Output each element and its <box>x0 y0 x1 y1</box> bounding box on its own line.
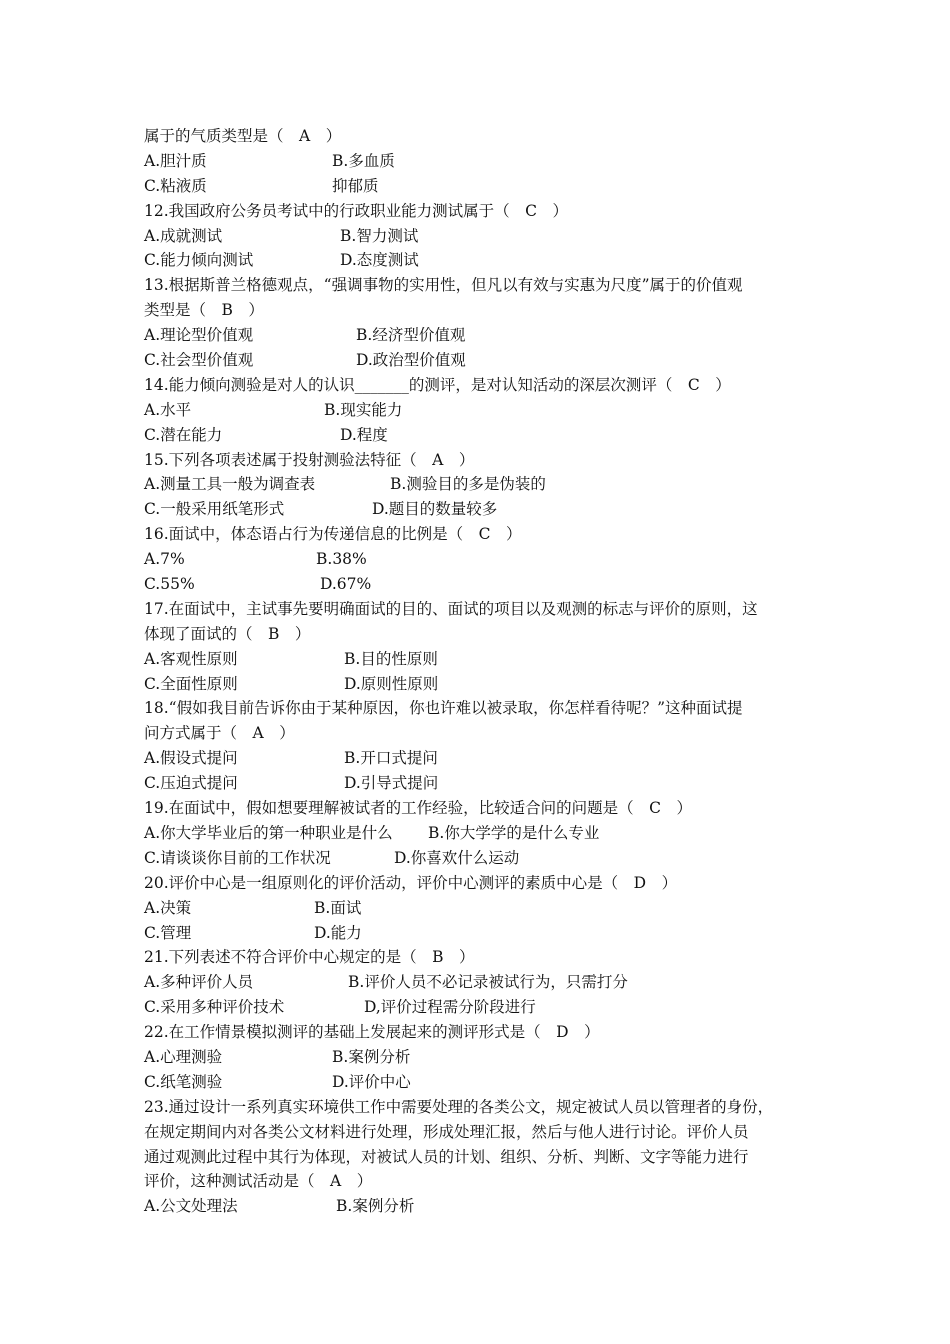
option-c: C.管理 <box>144 923 192 942</box>
option-d: D.评价中心 <box>332 1072 411 1091</box>
option-row <box>144 149 824 174</box>
option-b: B.现实能力 <box>324 400 403 419</box>
option-d: D.能力 <box>314 923 362 942</box>
question-text: 类型是（ B ） <box>144 301 264 320</box>
option-c: C.能力倾向测试 <box>144 251 254 270</box>
option-row <box>144 497 824 522</box>
option-row <box>144 672 824 697</box>
option-row <box>144 1194 824 1219</box>
question-text: 在规定期间内对各类公文材料进行处理，形成处理汇报，然后与他人进行讨论。评价人员 <box>144 1122 749 1141</box>
option-row <box>144 472 824 497</box>
option-d: D.原则性原则 <box>344 674 439 693</box>
option-a: A.成就测试 <box>144 226 223 245</box>
option-row <box>144 746 824 771</box>
option-row <box>144 323 824 348</box>
question-text: 体现了面试的（ B ） <box>144 624 311 643</box>
option-b: B.面试 <box>314 898 362 917</box>
option-b: B.你大学学的是什么专业 <box>428 823 600 842</box>
option-row <box>144 846 824 871</box>
option-row <box>144 398 824 423</box>
option-row <box>144 995 824 1020</box>
option-a: A.你大学毕业后的第一种职业是什么 <box>144 823 393 842</box>
question-text: 13.根据斯普兰格德观点，“强调事物的实用性，但凡以有效与实惠为尺度”属于的价值观 <box>144 276 743 295</box>
option-row <box>144 547 824 572</box>
option-row <box>144 348 824 373</box>
option-b: B.目的性原则 <box>344 649 438 668</box>
option-b: B.38% <box>316 550 367 569</box>
option-row <box>144 896 824 921</box>
option-a: A.公文处理法 <box>144 1197 238 1216</box>
option-c: C.请谈谈你目前的工作状况 <box>144 848 331 867</box>
question-text: 16.面试中，体态语占行为传递信息的比例是（ C ） <box>144 525 522 544</box>
option-row <box>144 921 824 946</box>
option-row <box>144 821 824 846</box>
option-a: A.客观性原则 <box>144 649 238 668</box>
option-a: A.7% <box>144 550 185 569</box>
option-a: A.测量工具一般为调查表 <box>144 475 316 494</box>
option-c: C.压迫式提问 <box>144 774 238 793</box>
option-d: D,评价过程需分阶段进行 <box>364 998 536 1017</box>
question-text: 通过观测此过程中其行为体现，对被试人员的计划、组织、分析、判断、文字等能力进行 <box>144 1147 749 1166</box>
option-b: B.多血质 <box>332 151 395 170</box>
option-d: D.你喜欢什么运动 <box>394 848 520 867</box>
option-c: C.纸笔测验 <box>144 1072 223 1091</box>
question-text: 19.在面试中，假如想要理解被试者的工作经验，比较适合问的问题是（ C ） <box>144 799 693 818</box>
option-row <box>144 224 824 249</box>
question-list <box>144 124 824 1219</box>
question-text: 20.评价中心是一组原则化的评价活动，评价中心测评的素质中心是（ D ） <box>144 873 678 892</box>
option-d: 抑郁质 <box>332 176 379 195</box>
option-b: B.经济型价值观 <box>356 326 466 345</box>
option-a: A.决策 <box>144 898 192 917</box>
option-d: D.态度测试 <box>340 251 419 270</box>
option-c: C.社会型价值观 <box>144 351 254 370</box>
option-c: C.粘液质 <box>144 176 207 195</box>
question-text: 23.通过设计一系列真实环境供工作中需要处理的各类公文，规定被试人员以管理者的身份， <box>144 1097 774 1116</box>
question-text: 22.在工作情景模拟测评的基础上发展起来的测评形式是（ D ） <box>144 1023 600 1042</box>
option-a: A.胆汁质 <box>144 151 207 170</box>
option-row <box>144 1070 824 1095</box>
option-c: C.潜在能力 <box>144 425 223 444</box>
option-row <box>144 970 824 995</box>
option-row <box>144 174 824 199</box>
option-d: D.程度 <box>340 425 388 444</box>
question-text: 18.“假如我目前告诉你由于某种原因，你也许难以被录取，你怎样看待呢？”这种面试提 <box>144 699 743 718</box>
option-c: C.一般采用纸笔形式 <box>144 500 285 519</box>
question-text: 17.在面试中，主试事先要明确面试的目的、面试的项目以及观测的标志与评价的原则，这 <box>144 599 758 618</box>
question-text: 21.下列表述不符合评价中心规定的是（ B ） <box>144 948 475 967</box>
option-d: D.政治型价值观 <box>356 351 466 370</box>
question-text: 15.下列各项表述属于投射测验法特征（ A ） <box>144 450 475 469</box>
option-b: B.开口式提问 <box>344 749 438 768</box>
option-b: B.案例分析 <box>332 1047 411 1066</box>
option-a: A.水平 <box>144 400 192 419</box>
option-b: B.智力测试 <box>340 226 419 245</box>
option-d: D.题目的数量较多 <box>372 500 498 519</box>
option-row <box>144 1045 824 1070</box>
option-b: B.评价人员不必记录被试行为，只需打分 <box>348 973 628 992</box>
option-c: C.全面性原则 <box>144 674 238 693</box>
question-text: 问方式属于（ A ） <box>144 724 295 743</box>
question-text: 评价，这种测试活动是（ A ） <box>144 1172 373 1191</box>
option-a: A.理论型价值观 <box>144 326 254 345</box>
option-row <box>144 771 824 796</box>
option-c: C.采用多种评价技术 <box>144 998 285 1017</box>
option-a: A.假设式提问 <box>144 749 238 768</box>
option-b: B.测验目的多是伪装的 <box>390 475 546 494</box>
question-text: 12.我国政府公务员考试中的行政职业能力测试属于（ C ） <box>144 201 569 220</box>
question-text: 14.能力倾向测验是对人的认识_______的测评，是对认知活动的深层次测评（ C ） <box>144 375 731 394</box>
option-row <box>144 248 824 273</box>
option-a: A.心理测验 <box>144 1047 223 1066</box>
option-a: A.多种评价人员 <box>144 973 254 992</box>
option-row <box>144 647 824 672</box>
question-text: 属于的气质类型是（ A ） <box>144 127 342 145</box>
option-b: B.案例分析 <box>336 1197 415 1216</box>
option-row <box>144 572 824 597</box>
option-c: C.55% <box>144 575 195 594</box>
option-d: D.67% <box>320 575 372 594</box>
option-row <box>144 423 824 448</box>
option-d: D.引导式提问 <box>344 774 439 793</box>
